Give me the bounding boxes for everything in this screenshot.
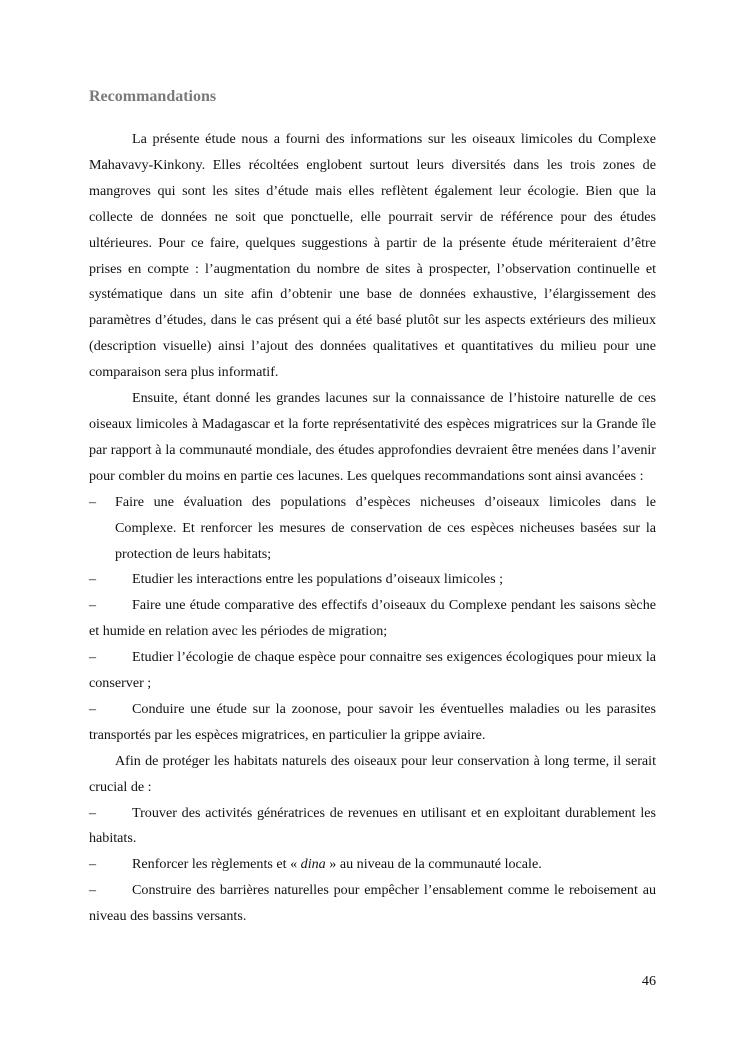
sub-item-interactions (89, 567, 656, 593)
sub-item-revenues (89, 801, 656, 853)
sub-item-text-before: Renforcer les règlements et « (132, 856, 301, 873)
dash-bullet: – (89, 493, 97, 510)
sub-item-ecology (89, 645, 656, 697)
sub-item-text: Conduire une étude sur la zoonose, pour savoir les éventuelles maladies ou les parasites transportés par les espèces migratrices, en particulier la grippe aviaire. (89, 700, 656, 743)
dash-bullet: – (89, 571, 97, 588)
section-heading: Recommandations (89, 88, 217, 105)
sub-item-text: Construire des barrières naturelles pour empêcher l’ensablement comme le reboisement au niveau des bassins versants. (89, 882, 656, 925)
sub-item-text: Etudier les interactions entre les populations d’oiseaux limicoles ; (132, 571, 504, 588)
sub-item-text: Trouver des activités génératrices de revenues en utilisant et en exploitant durablement les habitats. (89, 804, 656, 847)
sub-item-reglements (89, 852, 656, 878)
sub-item-barrieres (89, 878, 656, 930)
sub-item-text-after: » au niveau de la communauté locale. (325, 856, 542, 873)
paragraph-intro: La présente étude nous a fourni des informations sur les oiseaux limicoles du Complexe Mahavavy-Kinkony. Elles récoltées englobent surtout leurs diversités dans les trois zones de mangroves qui sont les sites d’étude mais elles reflètent également leur écologie. Bien que la collecte de données ne soit que ponctuelle, elle pourrait servir de référence pour des études ultérieures. Pour ce faire, quelques suggestions à partir de la présente étude mériteraient d’être prises en compte : l’augmentation du nombre de sites à prospecter, l’observation continuelle et systématique dans un site afin d’obtenir une base de données exhaustive, l’élargissement des paramètres d’études, dans le cas présent qui a été basé plutôt sur les aspects extérieurs des milieux (description visuelle) ainsi l’ajout des données qualitatives et quantitatives du milieu pour une comparaison sera plus informatif. (89, 131, 656, 381)
dina-term: dina (300, 856, 326, 873)
dash-bullet: – (89, 597, 97, 614)
sub-item-text: Faire une étude comparative des effectifs d’oiseaux du Complexe pendant les saisons sèche et humide en relation avec les périodes de migration; (89, 597, 656, 640)
recommendation-main-item (89, 490, 656, 568)
dash-bullet: – (89, 649, 97, 666)
sub-item-comparative (89, 593, 656, 645)
page-number: 46 (641, 973, 656, 989)
recommendation-main-text: Faire une évaluation des populations d’espèces nicheuses d’oiseaux limicoles dans le Complexe. Et renforcer les mesures de conservation de ces espèces nicheuses basées sur la protection de leurs habitats; (115, 493, 656, 562)
sub-item-text: Etudier l’écologie de chaque espèce pour connaitre ses exigences écologiques pour mieux la conserver ; (89, 649, 656, 692)
dash-bullet: – (89, 804, 97, 821)
paragraph-lacunes: Ensuite, étant donné les grandes lacunes sur la connaissance de l’histoire naturelle de ces oiseaux limicoles à Madagascar et la forte représentativité des espèces migratrices sur la Grande île par rapport à la communauté mondiale, des études approfondies devraient être menées dans l’avenir pour combler du moins en partie ces lacunes. Les quelques recommandations sont ainsi avancées : (89, 390, 656, 484)
body-text (89, 127, 656, 930)
paragraph-habitats: Afin de protéger les habitats naturels des oiseaux pour leur conservation à long terme, il serait crucial de : (89, 752, 656, 795)
dash-bullet: – (89, 882, 97, 899)
dash-bullet: – (89, 700, 97, 717)
dash-bullet: – (89, 856, 97, 873)
sub-item-zoonose (89, 697, 656, 749)
